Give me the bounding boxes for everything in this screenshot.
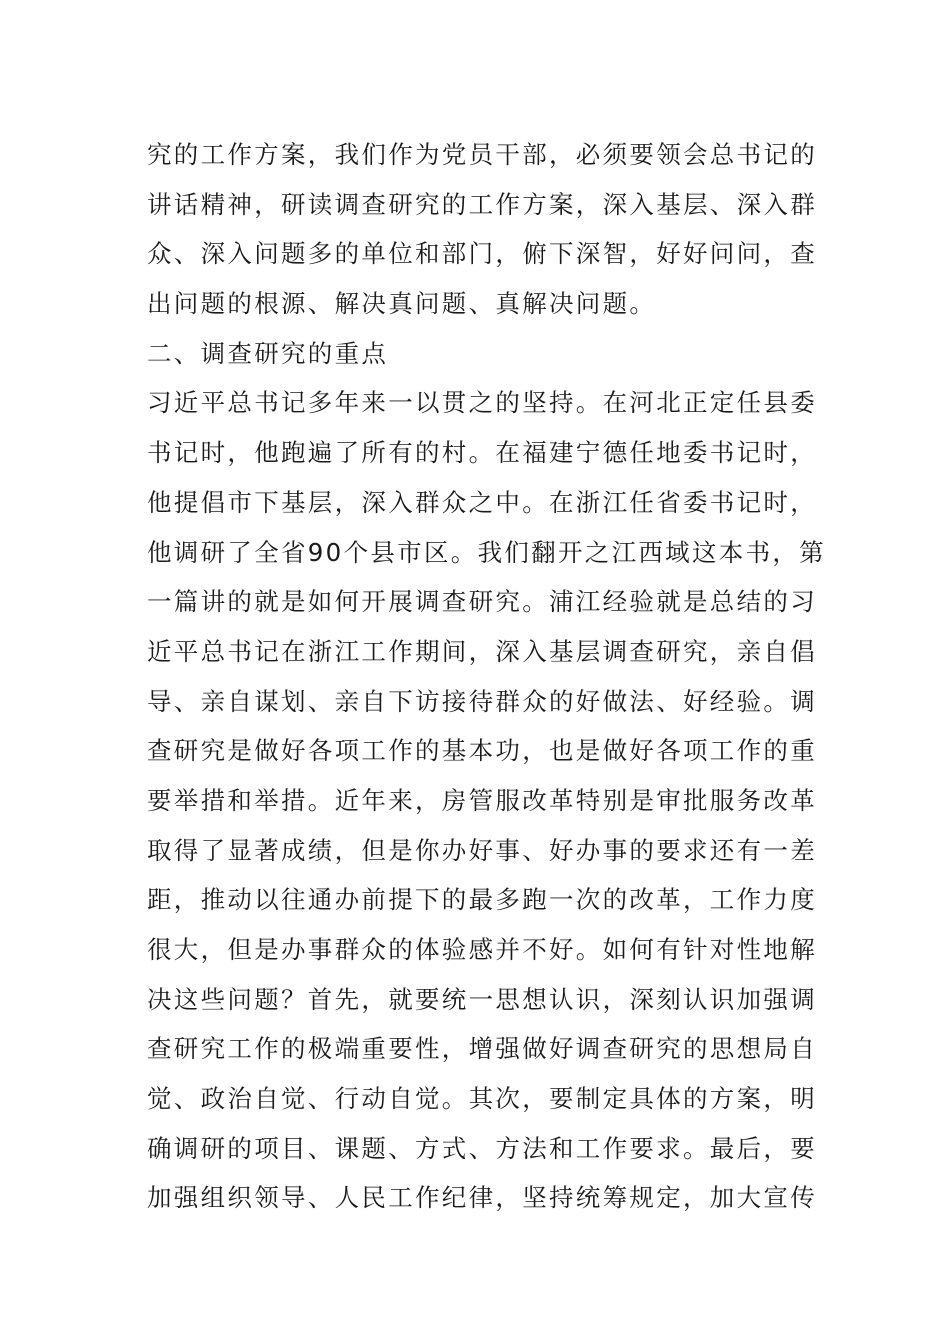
body-text: [147, 130, 826, 1223]
text-line: 他提倡市下基层，深入群众之中。在浙江任省委书记时，: [147, 487, 817, 517]
text-line: 一篇讲的就是如何开展调查研究。浦江经验就是总结的习: [147, 587, 817, 617]
text-line: 他调研了全省90个县市区。我们翻开之江西域这本书，第: [147, 537, 826, 567]
text-line: 导、亲自谋划、亲自下访接待群众的好做法、好经验。调: [147, 686, 817, 716]
text-line: 觉、政治自觉、行动自觉。其次，要制定具体的方案，明: [147, 1084, 817, 1114]
text-line: 查研究工作的极端重要性，增强做好调查研究的思想局自: [147, 1034, 817, 1064]
text-line: 众、深入问题多的单位和部门，俯下深智，好好问问，查: [147, 239, 817, 269]
text-line: 近平总书记在浙江工作期间，深入基层调查研究，亲自倡: [147, 636, 817, 666]
text-line: 查研究是做好各项工作的基本功，也是做好各项工作的重: [147, 736, 817, 766]
text-line: 决这些问题？首先，就要统一思想认识，深刻认识加强调: [147, 984, 817, 1014]
text-line: 讲话精神，研读调查研究的工作方案，深入基层、深入群: [147, 189, 817, 219]
text-line: 要举措和举措。近年来，房管服改革特别是审批服务改革: [147, 785, 817, 815]
text-line: 加强组织领导、人民工作纪律，坚持统筹规定，加大宣传: [147, 1183, 817, 1213]
text-line: 距，推动以往通办前提下的最多跑一次的改革，工作力度: [147, 885, 817, 915]
text-line: 究的工作方案，我们作为党员干部，必须要领会总书记的: [147, 140, 817, 169]
section-heading: 二、调查研究的重点: [147, 338, 389, 368]
text-line: 取得了显著成绩，但是你办好事、好办事的要求还有一差: [147, 835, 817, 865]
text-line: 很大，但是办事群众的体验感并不好。如何有针对性地解: [147, 935, 817, 964]
text-line: 习近平总书记多年来一以贯之的坚持。在河北正定任县委: [147, 388, 817, 418]
text-line: 确调研的项目、课题、方式、方法和工作要求。最后，要: [147, 1133, 817, 1163]
text-line: 出问题的根源、解决真问题、真解决问题。: [147, 289, 657, 319]
text-line: 书记时，他跑遍了所有的村。在福建宁德任地委书记时，: [147, 438, 817, 468]
